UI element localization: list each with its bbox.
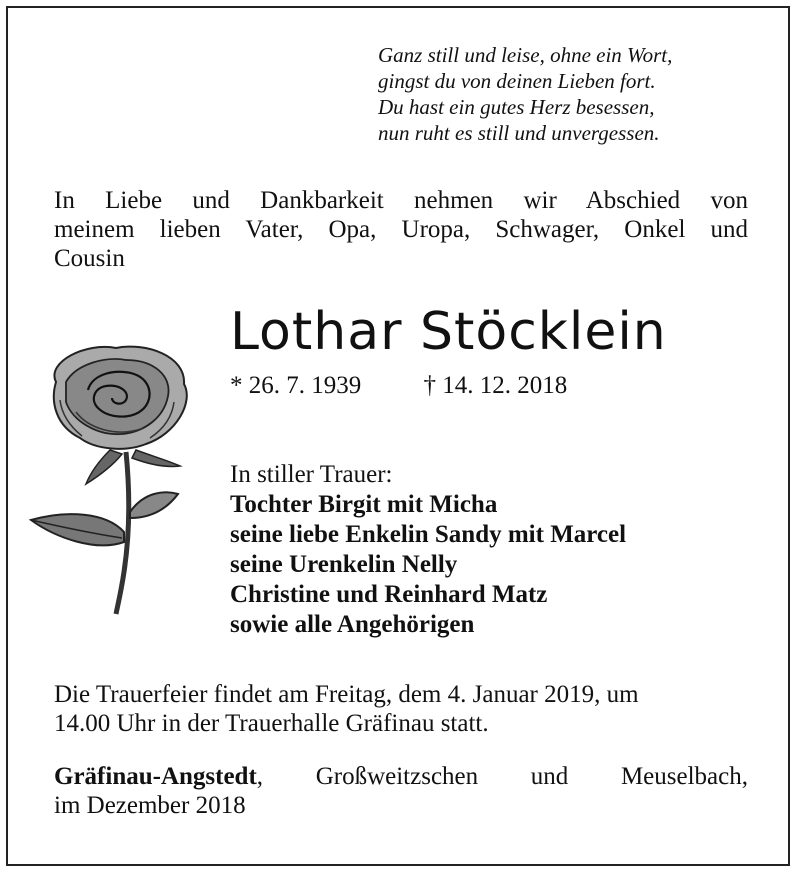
intro-text bbox=[54, 186, 748, 273]
funeral-info bbox=[54, 680, 754, 738]
life-dates bbox=[230, 372, 567, 400]
poem-line: Du hast ein gutes Herz besessen, bbox=[378, 95, 655, 119]
poem-line: gingst du von deinen Lieben fort. bbox=[378, 69, 656, 93]
mourner-line: Tochter Birgit mit Micha bbox=[230, 491, 498, 518]
mourner-line: seine Urenkelin Nelly bbox=[230, 551, 458, 578]
deceased-name: Lothar Stöcklein bbox=[230, 302, 667, 362]
poem bbox=[378, 42, 672, 146]
intro-line: meinem lieben Vater, Opa, Uropa, Schwager, Onkel und bbox=[54, 216, 748, 243]
place-date bbox=[54, 762, 748, 820]
mourner-line: seine liebe Enkelin Sandy mit Marcel bbox=[230, 521, 627, 548]
mourner-line: Christine und Reinhard Matz bbox=[230, 581, 548, 608]
death-date: † 14. 12. 2018 bbox=[423, 372, 568, 399]
place-line bbox=[54, 762, 748, 791]
place-rest: , Großweitzschen und Meuselbach, bbox=[256, 763, 748, 790]
mourners-heading: In stiller Trauer: bbox=[230, 461, 393, 488]
mourner-line: sowie alle Angehörigen bbox=[230, 611, 475, 638]
place-bold: Gräfinau-Angstedt bbox=[54, 763, 257, 790]
poem-line: nun ruht es still und unvergessen. bbox=[378, 121, 660, 145]
intro-line: Cousin bbox=[54, 245, 125, 272]
funeral-line: 14.00 Uhr in der Trauerhalle Gräfinau statt. bbox=[54, 710, 489, 737]
funeral-line: Die Trauerfeier findet am Freitag, dem 4. Januar 2019, um bbox=[54, 681, 639, 708]
intro-line: In Liebe und Dankbarkeit nehmen wir Abschied von bbox=[54, 187, 748, 214]
poem-line: Ganz still und leise, ohne ein Wort, bbox=[378, 43, 673, 67]
place-date-line: im Dezember 2018 bbox=[54, 792, 246, 819]
mourners-block bbox=[230, 460, 626, 640]
birth-date: * 26. 7. 1939 bbox=[230, 372, 362, 399]
rose-icon bbox=[26, 342, 206, 622]
